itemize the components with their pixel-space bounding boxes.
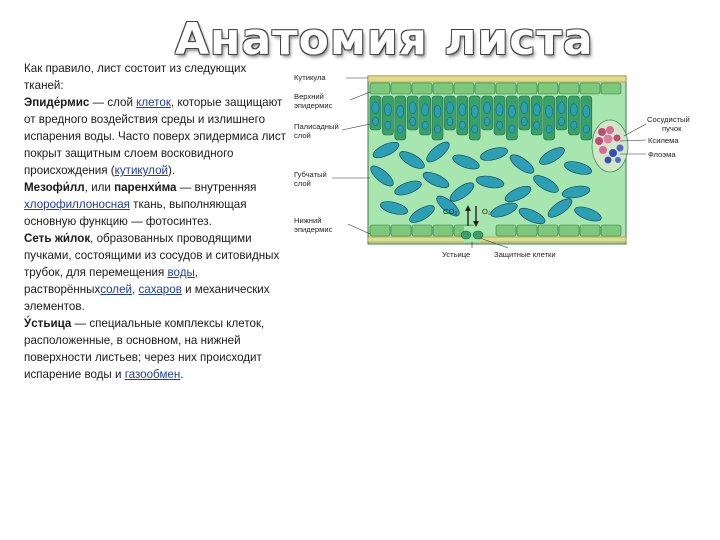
epidermis-cell [580,83,600,94]
phloem-cell [609,149,617,157]
epidermis-paragraph [24,94,294,179]
page-title: Анатомия листа [175,14,594,65]
text-fragment: — специальные комплексы клеток, расположенные, в основном, на нижней поверхности листьев; через них происходит испарение воды и [24,317,265,381]
epidermis-cell [496,83,516,94]
epidermis-cell [496,225,516,236]
stoma [461,226,483,242]
cuticle-top [368,76,626,82]
o2-label: O₂ [482,207,491,216]
lower-epidermis-label: эпидермис [294,225,333,234]
text-fragment: — слой [89,96,137,109]
palisade-cell [395,96,406,140]
epidermis-cell [412,83,432,94]
chloroplast [447,118,453,126]
cuticle-label: Кутикула [294,73,326,82]
chloroplast [583,125,589,133]
epidermis-cell [517,83,537,94]
phloem-cell [605,157,612,164]
phloem-label: Флоэма [648,150,676,159]
link-gas-exchange[interactable]: газообмен [124,368,181,381]
chloroplast [583,105,590,117]
guard-cell [461,231,471,239]
chloroplast [397,105,404,117]
spongy-label: слой [294,179,311,188]
guard-cells-label: Защитные клетки [494,250,556,259]
xylem-label: Ксилема [648,136,679,145]
intro-line: тканей: [24,79,64,92]
chloroplast [434,105,441,117]
text-fragment: , которые защищают от вредного воздействия среды и излишнего испарения воды. Часто поверх эпидермиса лист покрыт защитным слоем восковидного происхождения ( [24,96,286,177]
stomata-term: У́стьица [24,317,72,330]
chloroplast [409,102,416,114]
epidermis-cell [412,225,432,236]
text-fragment: ткань, выполняющая основную функцию — фотосинтез. [24,198,247,228]
intro-line: Как правило, лист состоит из следующих [24,62,247,75]
chloroplast [559,118,565,126]
link-water[interactable]: воды [167,266,195,279]
chloroplast [570,104,577,116]
chloroplast [509,125,515,133]
text-fragment: , растворённых [24,266,199,296]
chloroplast [471,105,478,117]
palisade-cell [469,96,480,140]
link-sugars[interactable]: сахаров [138,283,182,296]
chloroplast [534,121,540,129]
upper-epidermis-label: Верхний [294,92,324,101]
mesophyll-paragraph [24,179,294,230]
leaf-cross-section-diagram [290,68,710,268]
chloroplast [422,121,428,129]
palisade-cell [581,96,592,140]
text-fragment: и механических элементов. [24,283,270,313]
leaf-tissue-block [368,76,628,244]
vascular-bundle-label: Сосудистый [647,115,690,124]
chloroplast [533,104,540,116]
link-salts[interactable]: солей [100,283,132,296]
chloroplast [521,118,527,126]
epidermis-cell [580,225,600,236]
vascular-bundle [592,120,628,172]
epidermis-cell [433,225,453,236]
link-cuticle[interactable]: кутикулой [114,164,168,177]
epidermis-cell [538,225,558,236]
text-fragment: ). [168,164,176,177]
chloroplast [446,102,453,114]
stoma-label: Устьице [442,250,471,259]
epidermis-cell [454,83,474,94]
epidermis-cell [559,83,579,94]
palisade-label: Палисадный [294,122,339,131]
chloroplast [385,121,391,129]
palisade-cell [432,96,443,140]
xylem-cell [604,135,613,144]
epidermis-term: Эпиде́рмис [24,96,90,109]
epidermis-cell [601,225,621,236]
veins-term: Сеть жи́лок [24,232,91,245]
guard-cell [473,231,483,239]
chloroplast [459,104,466,116]
epidermis-cell [433,83,453,94]
xylem-cell [598,128,606,136]
spongy-label: Губчатый [294,170,327,179]
epidermis-cell [559,225,579,236]
epidermis-cell [601,83,621,94]
vascular-bundle-label: пучок [662,124,682,133]
veins-paragraph [24,230,294,315]
palisade-cell [544,96,555,140]
link-chlorophyll[interactable]: хлорофиллоносная [24,198,130,211]
xylem-cell [595,137,603,145]
chloroplast [459,121,465,129]
epidermis-cell [475,83,495,94]
epidermis-cell [391,225,411,236]
chloroplast [484,102,491,114]
phloem-cell [617,145,624,152]
epidermis-cell [517,225,537,236]
text-fragment: , образованных проводящими пучками, состоящими из сосудов и ситовидных трубок, для перемещения [24,232,280,279]
chloroplast [558,102,565,114]
mesophyll-term: Мезофи́лл [24,181,85,194]
link-cells[interactable]: клеток [136,96,171,109]
chloroplast [397,125,403,133]
chloroplast [372,102,379,114]
parenchyma-term: паренхи́ма [114,181,177,194]
epidermis-cell [538,83,558,94]
chloroplast [508,105,515,117]
chloroplast [546,105,553,117]
epidermis-cell [370,225,390,236]
chloroplast [571,121,577,129]
chloroplast [521,102,528,114]
cuticle-bottom [368,237,626,242]
xylem-cell [606,126,614,134]
upper-epidermis-label: эпидермис [294,101,333,110]
chloroplast [410,118,416,126]
chloroplast [435,125,441,133]
stomata-paragraph [24,315,294,383]
chloroplast [484,118,490,126]
palisade-label: слой [294,131,311,140]
chloroplast [496,104,503,116]
lower-epidermis-label: Нижний [294,216,322,225]
xylem-cell [599,146,607,154]
text-fragment: . [180,368,184,381]
epidermis-cell [370,83,390,94]
chloroplast [373,118,379,126]
chloroplast [497,121,503,129]
text-fragment: , или [84,181,115,194]
chloroplast [422,104,429,116]
xylem-cell [614,135,621,142]
co2-label: CO₂ [443,207,458,216]
intro-paragraph [24,60,294,94]
text-fragment: , [132,283,139,296]
phloem-cell [615,157,621,163]
description-text [24,60,294,383]
chloroplast [546,125,552,133]
palisade-cell [506,96,517,140]
text-fragment: — внутренняя [176,181,257,194]
chloroplast [472,125,478,133]
epidermis-cell [391,83,411,94]
chloroplast [384,104,391,116]
